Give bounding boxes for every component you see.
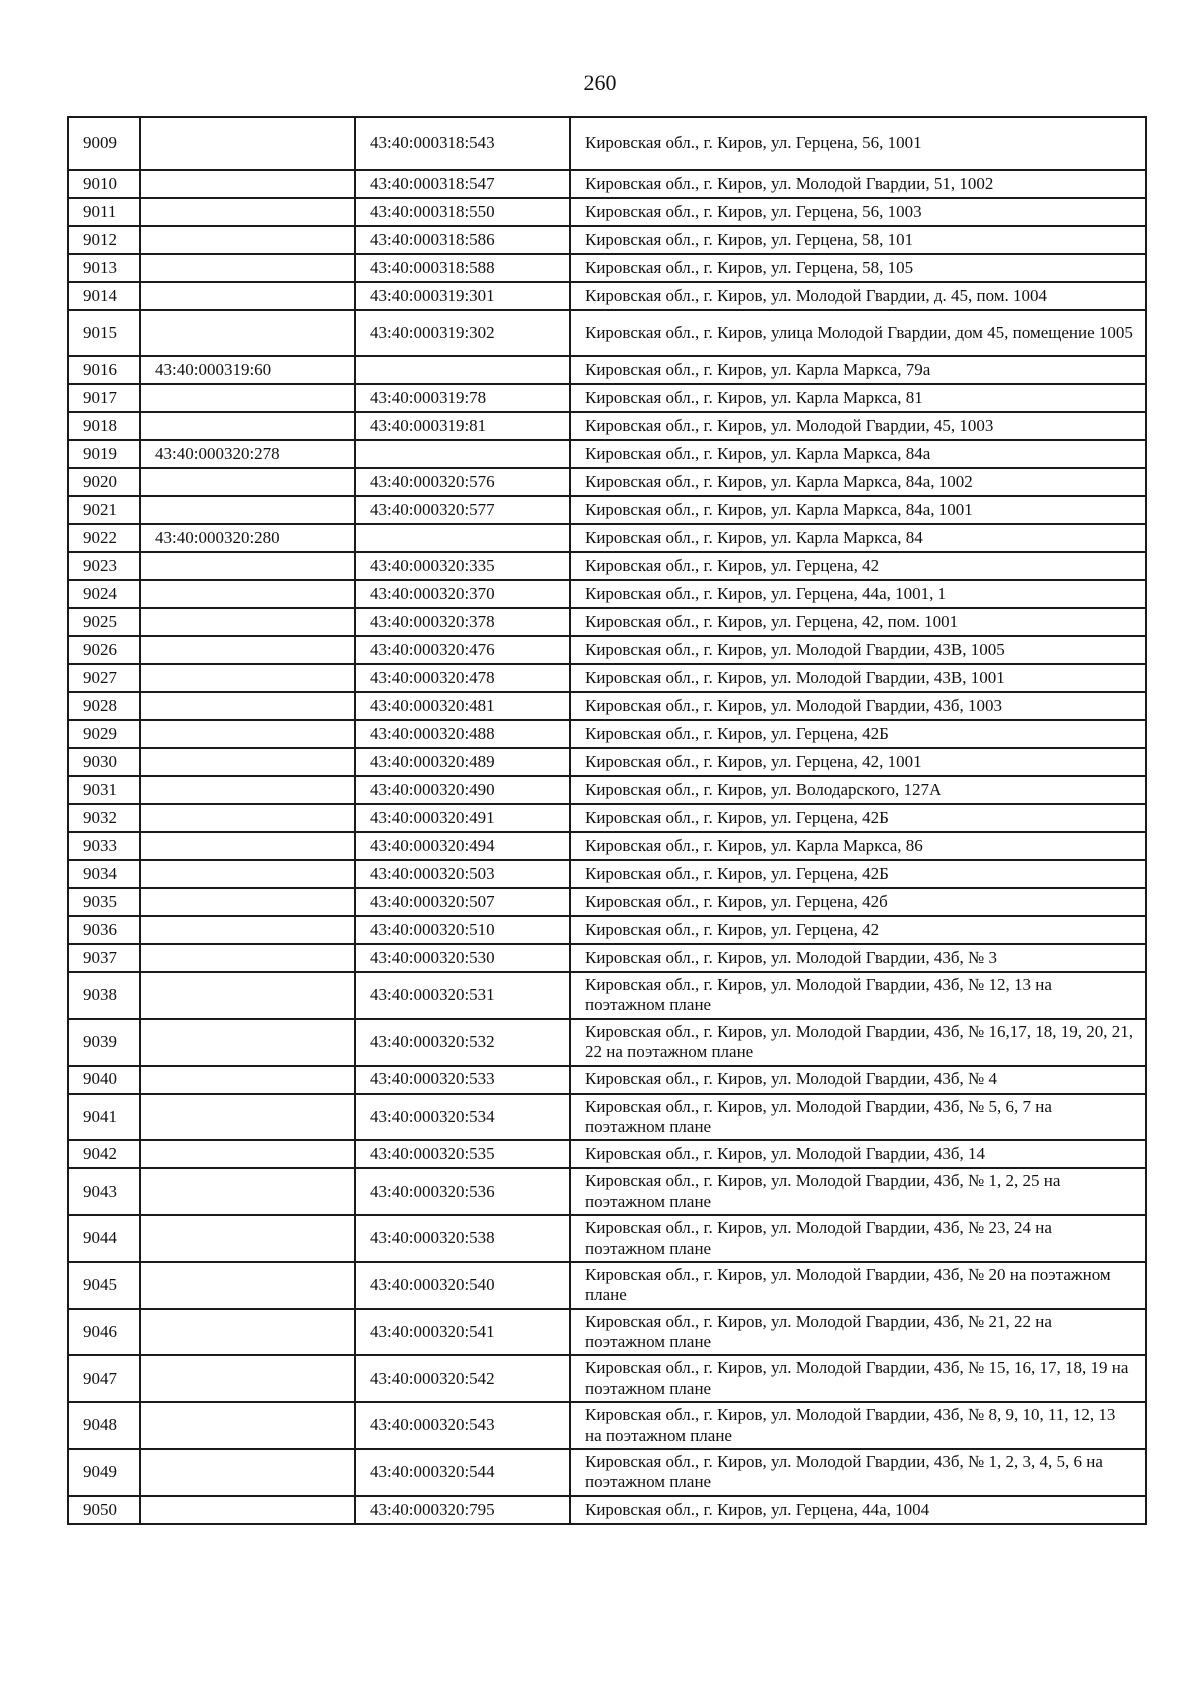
table-row — [68, 1402, 1146, 1449]
land-cadastral-number-cell — [140, 1094, 355, 1141]
land-cadastral-number-cell — [140, 170, 355, 198]
table-row — [68, 282, 1146, 310]
row-number-cell: 9015 — [68, 310, 140, 356]
address-cell: Кировская обл., г. Киров, ул. Молодой Гвардии, 43б, № 12, 13 на поэтажном плане — [570, 972, 1146, 1019]
land-cadastral-number-cell — [140, 692, 355, 720]
address-cell: Кировская обл., г. Киров, ул. Карла Маркса, 84а, 1001 — [570, 496, 1146, 524]
table-row — [68, 608, 1146, 636]
object-cadastral-number-cell: 43:40:000318:550 — [355, 198, 570, 226]
table-row — [68, 468, 1146, 496]
object-cadastral-number-cell: 43:40:000320:541 — [355, 1309, 570, 1356]
table-row — [68, 412, 1146, 440]
row-number-cell: 9045 — [68, 1262, 140, 1309]
row-number-cell: 9039 — [68, 1019, 140, 1066]
page-number: 260 — [583, 70, 617, 95]
object-cadastral-number-cell: 43:40:000320:532 — [355, 1019, 570, 1066]
land-cadastral-number-cell — [140, 860, 355, 888]
table-row — [68, 888, 1146, 916]
address-cell: Кировская обл., г. Киров, улица Молодой Гвардии, дом 45, помещение 1005 — [570, 310, 1146, 356]
table-row — [68, 832, 1146, 860]
object-cadastral-number-cell: 43:40:000318:586 — [355, 226, 570, 254]
row-number-cell: 9029 — [68, 720, 140, 748]
table-row — [68, 552, 1146, 580]
address-cell: Кировская обл., г. Киров, ул. Герцена, 44а, 1001, 1 — [570, 580, 1146, 608]
address-cell: Кировская обл., г. Киров, ул. Карла Маркса, 84 — [570, 524, 1146, 552]
land-cadastral-number-cell — [140, 384, 355, 412]
row-number-cell: 9011 — [68, 198, 140, 226]
table-row — [68, 916, 1146, 944]
row-number-cell: 9016 — [68, 356, 140, 384]
object-cadastral-number-cell: 43:40:000320:530 — [355, 944, 570, 972]
land-cadastral-number-cell: 43:40:000320:280 — [140, 524, 355, 552]
land-cadastral-number-cell — [140, 254, 355, 282]
address-cell: Кировская обл., г. Киров, ул. Молодой Гвардии, 43б, № 4 — [570, 1066, 1146, 1094]
object-cadastral-number-cell: 43:40:000320:510 — [355, 916, 570, 944]
object-cadastral-number-cell: 43:40:000320:488 — [355, 720, 570, 748]
address-cell: Кировская обл., г. Киров, ул. Молодой Гвардии, 45, 1003 — [570, 412, 1146, 440]
row-number-cell: 9044 — [68, 1215, 140, 1262]
object-cadastral-number-cell: 43:40:000320:507 — [355, 888, 570, 916]
row-number-cell: 9013 — [68, 254, 140, 282]
object-cadastral-number-cell: 43:40:000319:302 — [355, 310, 570, 356]
table-row — [68, 496, 1146, 524]
address-cell: Кировская обл., г. Киров, ул. Володарского, 127А — [570, 776, 1146, 804]
address-cell: Кировская обл., г. Киров, ул. Молодой Гвардии, 43б, № 15, 16, 17, 18, 19 на поэтажном плане — [570, 1355, 1146, 1402]
land-cadastral-number-cell — [140, 1140, 355, 1168]
table-row — [68, 720, 1146, 748]
row-number-cell: 9027 — [68, 664, 140, 692]
object-cadastral-number-cell: 43:40:000320:481 — [355, 692, 570, 720]
row-number-cell: 9043 — [68, 1168, 140, 1215]
object-cadastral-number-cell: 43:40:000320:543 — [355, 1402, 570, 1449]
object-cadastral-number-cell: 43:40:000320:491 — [355, 804, 570, 832]
land-cadastral-number-cell — [140, 552, 355, 580]
table-row — [68, 170, 1146, 198]
table-row — [68, 226, 1146, 254]
address-cell: Кировская обл., г. Киров, ул. Герцена, 42, пом. 1001 — [570, 608, 1146, 636]
row-number-cell: 9032 — [68, 804, 140, 832]
row-number-cell: 9020 — [68, 468, 140, 496]
address-cell: Кировская обл., г. Киров, ул. Герцена, 58, 105 — [570, 254, 1146, 282]
table-row — [68, 1066, 1146, 1094]
address-cell: Кировская обл., г. Киров, ул. Молодой Гвардии, 43б, № 8, 9, 10, 11, 12, 13 на поэтажном плане — [570, 1402, 1146, 1449]
land-cadastral-number-cell — [140, 664, 355, 692]
row-number-cell: 9037 — [68, 944, 140, 972]
row-number-cell: 9021 — [68, 496, 140, 524]
land-cadastral-number-cell — [140, 1262, 355, 1309]
table-row — [68, 1496, 1146, 1524]
land-cadastral-number-cell — [140, 804, 355, 832]
address-cell: Кировская обл., г. Киров, ул. Герцена, 56, 1003 — [570, 198, 1146, 226]
address-cell: Кировская обл., г. Киров, ул. Молодой Гвардии, 43б, № 1, 2, 3, 4, 5, 6 на поэтажном плане — [570, 1449, 1146, 1496]
object-cadastral-number-cell: 43:40:000320:577 — [355, 496, 570, 524]
land-cadastral-number-cell — [140, 198, 355, 226]
land-cadastral-number-cell — [140, 1449, 355, 1496]
land-cadastral-number-cell — [140, 1309, 355, 1356]
address-cell: Кировская обл., г. Киров, ул. Молодой Гвардии, 43б, № 3 — [570, 944, 1146, 972]
object-cadastral-number-cell: 43:40:000320:538 — [355, 1215, 570, 1262]
object-cadastral-number-cell: 43:40:000318:588 — [355, 254, 570, 282]
address-cell: Кировская обл., г. Киров, ул. Карла Маркса, 84а, 1002 — [570, 468, 1146, 496]
land-cadastral-number-cell — [140, 972, 355, 1019]
object-cadastral-number-cell: 43:40:000320:542 — [355, 1355, 570, 1402]
land-cadastral-number-cell: 43:40:000319:60 — [140, 356, 355, 384]
land-cadastral-number-cell — [140, 636, 355, 664]
land-cadastral-number-cell — [140, 1066, 355, 1094]
object-cadastral-number-cell: 43:40:000320:478 — [355, 664, 570, 692]
land-cadastral-number-cell — [140, 1168, 355, 1215]
row-number-cell: 9041 — [68, 1094, 140, 1141]
address-cell: Кировская обл., г. Киров, ул. Молодой Гвардии, д. 45, пом. 1004 — [570, 282, 1146, 310]
object-cadastral-number-cell: 43:40:000318:543 — [355, 117, 570, 170]
row-number-cell: 9040 — [68, 1066, 140, 1094]
row-number-cell: 9028 — [68, 692, 140, 720]
object-cadastral-number-cell: 43:40:000320:335 — [355, 552, 570, 580]
table-row — [68, 580, 1146, 608]
row-number-cell: 9022 — [68, 524, 140, 552]
table-row — [68, 356, 1146, 384]
row-number-cell: 9035 — [68, 888, 140, 916]
table-row — [68, 1140, 1146, 1168]
table-row — [68, 1355, 1146, 1402]
land-cadastral-number-cell — [140, 720, 355, 748]
table-row — [68, 1094, 1146, 1141]
row-number-cell: 9033 — [68, 832, 140, 860]
table-row — [68, 1449, 1146, 1496]
row-number-cell: 9038 — [68, 972, 140, 1019]
land-cadastral-number-cell — [140, 944, 355, 972]
row-number-cell: 9030 — [68, 748, 140, 776]
table-row — [68, 1262, 1146, 1309]
object-cadastral-number-cell: 43:40:000320:540 — [355, 1262, 570, 1309]
object-cadastral-number-cell: 43:40:000320:494 — [355, 832, 570, 860]
address-cell: Кировская обл., г. Киров, ул. Герцена, 42Б — [570, 804, 1146, 832]
object-cadastral-number-cell: 43:40:000320:534 — [355, 1094, 570, 1141]
object-cadastral-number-cell: 43:40:000320:535 — [355, 1140, 570, 1168]
address-cell: Кировская обл., г. Киров, ул. Молодой Гвардии, 43б, № 23, 24 на поэтажном плане — [570, 1215, 1146, 1262]
address-cell: Кировская обл., г. Киров, ул. Молодой Гвардии, 43В, 1005 — [570, 636, 1146, 664]
table-row — [68, 776, 1146, 804]
row-number-cell: 9018 — [68, 412, 140, 440]
table-row — [68, 636, 1146, 664]
row-number-cell: 9019 — [68, 440, 140, 468]
row-number-cell: 9042 — [68, 1140, 140, 1168]
address-cell: Кировская обл., г. Киров, ул. Молодой Гвардии, 43б, № 1, 2, 25 на поэтажном плане — [570, 1168, 1146, 1215]
land-cadastral-number-cell — [140, 1402, 355, 1449]
row-number-cell: 9047 — [68, 1355, 140, 1402]
row-number-cell: 9010 — [68, 170, 140, 198]
address-cell: Кировская обл., г. Киров, ул. Герцена, 42 — [570, 916, 1146, 944]
land-cadastral-number-cell — [140, 580, 355, 608]
object-cadastral-number-cell: 43:40:000319:301 — [355, 282, 570, 310]
land-cadastral-number-cell — [140, 608, 355, 636]
land-cadastral-number-cell — [140, 117, 355, 170]
object-cadastral-number-cell: 43:40:000320:531 — [355, 972, 570, 1019]
address-cell: Кировская обл., г. Киров, ул. Молодой Гвардии, 43б, 14 — [570, 1140, 1146, 1168]
address-cell: Кировская обл., г. Киров, ул. Карла Маркса, 84а — [570, 440, 1146, 468]
table-row — [68, 1215, 1146, 1262]
land-cadastral-number-cell — [140, 226, 355, 254]
address-cell: Кировская обл., г. Киров, ул. Герцена, 42 — [570, 552, 1146, 580]
property-table — [67, 116, 1147, 1525]
land-cadastral-number-cell — [140, 916, 355, 944]
address-cell: Кировская обл., г. Киров, ул. Молодой Гвардии, 51, 1002 — [570, 170, 1146, 198]
address-cell: Кировская обл., г. Киров, ул. Герцена, 56, 1001 — [570, 117, 1146, 170]
object-cadastral-number-cell — [355, 440, 570, 468]
object-cadastral-number-cell: 43:40:000320:576 — [355, 468, 570, 496]
row-number-cell: 9017 — [68, 384, 140, 412]
object-cadastral-number-cell: 43:40:000318:547 — [355, 170, 570, 198]
table-row — [68, 692, 1146, 720]
address-cell: Кировская обл., г. Киров, ул. Молодой Гвардии, 43В, 1001 — [570, 664, 1146, 692]
land-cadastral-number-cell — [140, 282, 355, 310]
object-cadastral-number-cell: 43:40:000320:370 — [355, 580, 570, 608]
object-cadastral-number-cell: 43:40:000320:476 — [355, 636, 570, 664]
land-cadastral-number-cell — [140, 1215, 355, 1262]
row-number-cell: 9014 — [68, 282, 140, 310]
object-cadastral-number-cell — [355, 524, 570, 552]
table-row — [68, 944, 1146, 972]
object-cadastral-number-cell: 43:40:000320:489 — [355, 748, 570, 776]
land-cadastral-number-cell — [140, 776, 355, 804]
table-row — [68, 384, 1146, 412]
land-cadastral-number-cell — [140, 468, 355, 496]
row-number-cell: 9034 — [68, 860, 140, 888]
row-number-cell: 9012 — [68, 226, 140, 254]
row-number-cell: 9046 — [68, 1309, 140, 1356]
table-row — [68, 117, 1146, 170]
row-number-cell: 9048 — [68, 1402, 140, 1449]
row-number-cell: 9025 — [68, 608, 140, 636]
table-row — [68, 664, 1146, 692]
object-cadastral-number-cell: 43:40:000320:503 — [355, 860, 570, 888]
table-row — [68, 1019, 1146, 1066]
row-number-cell: 9049 — [68, 1449, 140, 1496]
table-row — [68, 1309, 1146, 1356]
table-row — [68, 804, 1146, 832]
table-body — [68, 117, 1146, 1524]
row-number-cell: 9050 — [68, 1496, 140, 1524]
object-cadastral-number-cell: 43:40:000319:81 — [355, 412, 570, 440]
land-cadastral-number-cell — [140, 1496, 355, 1524]
address-cell: Кировская обл., г. Киров, ул. Молодой Гвардии, 43б, № 16,17, 18, 19, 20, 21, 22 на поэтажном плане — [570, 1019, 1146, 1066]
address-cell: Кировская обл., г. Киров, ул. Карла Маркса, 79а — [570, 356, 1146, 384]
table-row — [68, 254, 1146, 282]
table-row — [68, 972, 1146, 1019]
land-cadastral-number-cell — [140, 832, 355, 860]
address-cell: Кировская обл., г. Киров, ул. Герцена, 42б — [570, 888, 1146, 916]
address-cell: Кировская обл., г. Киров, ул. Карла Маркса, 86 — [570, 832, 1146, 860]
table-row — [68, 310, 1146, 356]
address-cell: Кировская обл., г. Киров, ул. Герцена, 42Б — [570, 720, 1146, 748]
table-row — [68, 524, 1146, 552]
object-cadastral-number-cell: 43:40:000320:533 — [355, 1066, 570, 1094]
table-row — [68, 1168, 1146, 1215]
object-cadastral-number-cell: 43:40:000320:378 — [355, 608, 570, 636]
row-number-cell: 9031 — [68, 776, 140, 804]
object-cadastral-number-cell: 43:40:000320:544 — [355, 1449, 570, 1496]
table-row — [68, 198, 1146, 226]
land-cadastral-number-cell: 43:40:000320:278 — [140, 440, 355, 468]
row-number-cell: 9036 — [68, 916, 140, 944]
object-cadastral-number-cell: 43:40:000319:78 — [355, 384, 570, 412]
address-cell: Кировская обл., г. Киров, ул. Герцена, 42Б — [570, 860, 1146, 888]
address-cell: Кировская обл., г. Киров, ул. Молодой Гвардии, 43б, № 5, 6, 7 на поэтажном плане — [570, 1094, 1146, 1141]
row-number-cell: 9026 — [68, 636, 140, 664]
address-cell: Кировская обл., г. Киров, ул. Герцена, 44а, 1004 — [570, 1496, 1146, 1524]
object-cadastral-number-cell: 43:40:000320:795 — [355, 1496, 570, 1524]
row-number-cell: 9024 — [68, 580, 140, 608]
row-number-cell: 9023 — [68, 552, 140, 580]
table-row — [68, 748, 1146, 776]
land-cadastral-number-cell — [140, 496, 355, 524]
land-cadastral-number-cell — [140, 888, 355, 916]
land-cadastral-number-cell — [140, 1019, 355, 1066]
object-cadastral-number-cell: 43:40:000320:536 — [355, 1168, 570, 1215]
land-cadastral-number-cell — [140, 1355, 355, 1402]
table-row — [68, 860, 1146, 888]
address-cell: Кировская обл., г. Киров, ул. Герцена, 58, 101 — [570, 226, 1146, 254]
land-cadastral-number-cell — [140, 748, 355, 776]
object-cadastral-number-cell: 43:40:000320:490 — [355, 776, 570, 804]
table-row — [68, 440, 1146, 468]
land-cadastral-number-cell — [140, 412, 355, 440]
address-cell: Кировская обл., г. Киров, ул. Герцена, 42, 1001 — [570, 748, 1146, 776]
address-cell: Кировская обл., г. Киров, ул. Молодой Гвардии, 43б, № 20 на поэтажном плане — [570, 1262, 1146, 1309]
row-number-cell: 9009 — [68, 117, 140, 170]
address-cell: Кировская обл., г. Киров, ул. Молодой Гвардии, 43б, 1003 — [570, 692, 1146, 720]
object-cadastral-number-cell — [355, 356, 570, 384]
land-cadastral-number-cell — [140, 310, 355, 356]
address-cell: Кировская обл., г. Киров, ул. Карла Маркса, 81 — [570, 384, 1146, 412]
address-cell: Кировская обл., г. Киров, ул. Молодой Гвардии, 43б, № 21, 22 на поэтажном плане — [570, 1309, 1146, 1356]
